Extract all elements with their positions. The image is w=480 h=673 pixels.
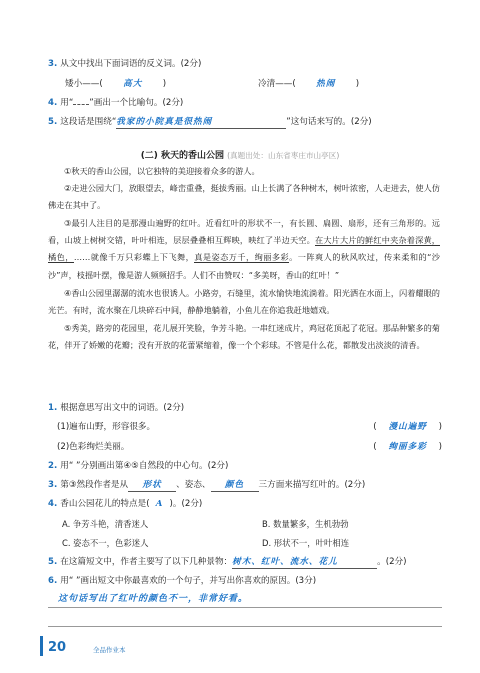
q5-text-b: ”这句话来写的。(2分)	[286, 117, 372, 127]
wave-mark-icon	[73, 104, 89, 105]
q2-4-number: 4.	[48, 499, 58, 509]
q2-5-prompt	[48, 556, 407, 569]
q2-3-answer-2: 颜色	[211, 479, 259, 492]
q3-number: 3.	[48, 59, 58, 69]
q2-5-number: 5.	[48, 557, 58, 567]
paragraph-5: ⑤秀美，路旁的花园里，花儿展开笑脸，争芳斗艳。一串红迷成片，鸡冠花顶起了花冠。那品种繁多的菊花，伴开了娇嫩的花瓣；没有开放的花蕾紧缩着，像一个个彩球。不管是什么花，都散发出淡淡的清香。	[48, 323, 440, 351]
q2-3-text-b: 、姿态、	[176, 480, 211, 490]
page-number: 20	[48, 640, 67, 655]
q2-1-sub-2-answer: 绚丽多彩	[388, 442, 427, 452]
option-b: B. 数量繁多，生机勃勃	[262, 519, 349, 529]
q3-text: 从文中找出下面词语的反义词。(2分)	[60, 59, 202, 69]
q2-1-sub-1	[57, 421, 442, 433]
paragraph-3-mid: ……就像千万只彩蝶上下飞舞，	[73, 252, 195, 263]
paragraph-1: ①秋天的香山公园，以它独特的美迎接着众多的游人。	[64, 166, 260, 176]
q2-5-text-b: 。(2分)	[377, 557, 407, 567]
q2-1-sub-1-text: (1)遍布山野，形容很多。	[57, 422, 156, 432]
q2-6-prompt	[48, 575, 316, 587]
q2-6-answer: 这句话写出了红叶的颜色不一，非常好看。	[58, 594, 249, 604]
q2-6-number: 6.	[48, 576, 58, 586]
q3-paren-2: )	[355, 79, 360, 89]
section-title-text: (二) 秋天的香山公园	[140, 151, 225, 161]
q5-text-a: 这段话是围绕“	[60, 117, 117, 127]
q2-4-answer: A	[155, 499, 164, 509]
q4-number: 4.	[48, 98, 58, 108]
q2-6-text: 用“ ”画出短文中你最喜欢的一个句子，并写出你喜欢的原因。(3分)	[60, 576, 317, 586]
q2-5-answer: 树木、红叶、流水、花儿	[232, 556, 377, 569]
q3-prompt	[48, 58, 201, 70]
q2-2-prompt	[48, 460, 228, 472]
q2-1-text: 根据意思写出文中的词语。(2分)	[60, 403, 185, 413]
q3-answer-1: 高大	[123, 79, 143, 89]
q3-paren-1: )	[162, 79, 167, 89]
footer-brand: 全品作业本	[93, 646, 126, 654]
q2-5-text-a: 在这篇短文中，作者主要写了以下几种景物：	[60, 557, 233, 567]
answer-line-2	[48, 626, 442, 627]
footer-accent-bar	[40, 636, 43, 656]
paragraph-4: ④香山公园里潺潺的流水也很诱人。小路旁，石缝里，流水愉快地流淌着。阳光洒在水面上，闪着耀眼的光芒。有时，流水聚在几块碎石中间，静静地躺着，小鱼儿在你追我赶地嬉戏。	[48, 288, 440, 316]
paragraph-3	[48, 215, 440, 284]
paragraph-3-underline-1: 在大片大片的鲜红中夹杂着深黄，橘色，	[48, 235, 440, 263]
q2-4-text-a: 香山公园花儿的特点是(	[60, 499, 150, 509]
q2-1-number: 1.	[48, 403, 58, 413]
q2-1-prompt	[48, 402, 184, 414]
section-source: (真题出处：山东省枣庄市山亭区)	[227, 151, 340, 160]
q5-answer: 我家的小院真是很热闹	[116, 116, 286, 129]
q4-prompt	[48, 97, 183, 109]
q3-word-1: 矮小——(	[65, 79, 103, 89]
q2-3-answer-1: 形状	[128, 479, 176, 492]
q2-2-number: 2.	[48, 461, 58, 471]
q3-answer-2: 热闹	[316, 79, 336, 89]
q4-text-b: ”画出一个比喻句。(2分)	[89, 98, 184, 108]
q2-1-sub-1-answer: 漫山遍野	[388, 422, 427, 432]
paragraph-3-tail: 。一阵爽人的秋风吹过，传来柔和的“沙沙”声，枝摇叶摆，像是游人频频招手。人们不由赞叹：“多美呀，香山的红叶！”	[48, 252, 440, 280]
q5-number: 5.	[48, 117, 58, 127]
answer-line-1	[48, 607, 442, 608]
q2-3-text-c: 三方面来描写红叶的。(2分)	[258, 480, 366, 490]
paragraph-2: ②走进公园大门，放眼望去，峰峦重叠，挺拔秀丽。山上长满了各种树木，树叶浓密，人走进去，使人仿佛走在其中了。	[48, 183, 440, 211]
q2-3-prompt	[48, 479, 365, 492]
q4-text-a: 用“	[60, 98, 74, 108]
q2-1-sub-2	[57, 441, 442, 453]
paragraph-3-text: ③最引人注目的是那漫山遍野的红叶。近看红叶的形状不一，有长圆、扁圆、扇形，还有三角形的。远看，山坡上树树交错，叶叶相连，层层叠叠相互辉映，映红了半边天空。	[48, 218, 440, 246]
q3-pair-2	[258, 78, 359, 90]
q2-4-text-b: )。(2分)	[169, 499, 203, 509]
q3-word-2: 冷清——(	[258, 79, 296, 89]
section-title	[0, 148, 480, 161]
q5-prompt	[48, 116, 372, 129]
q2-1-sub-2-text: (2)色彩绚烂美丽。	[57, 442, 130, 452]
q2-1-sub-2-answer-box: ( 绚丽多彩 )	[373, 442, 442, 452]
option-d: D. 形状不一，叶叶相连	[262, 538, 350, 548]
q2-2-text: 用“ ”分别画出第④⑤自然段的中心句。(2分)	[60, 461, 229, 471]
paragraph-3-underline-2: 真是姿态万千，绚丽多彩	[194, 252, 290, 263]
option-a: A. 争芳斗艳，清香迷人	[62, 519, 149, 529]
q2-1-sub-1-answer-box: ( 漫山遍野 )	[373, 422, 442, 432]
option-c: C. 姿态不一，色彩迷人	[62, 538, 149, 548]
q2-3-text-a: 第③然段作者是从	[60, 480, 129, 490]
q2-3-number: 3.	[48, 480, 58, 490]
q2-4-prompt	[48, 498, 202, 510]
q3-pair-1	[65, 78, 166, 90]
